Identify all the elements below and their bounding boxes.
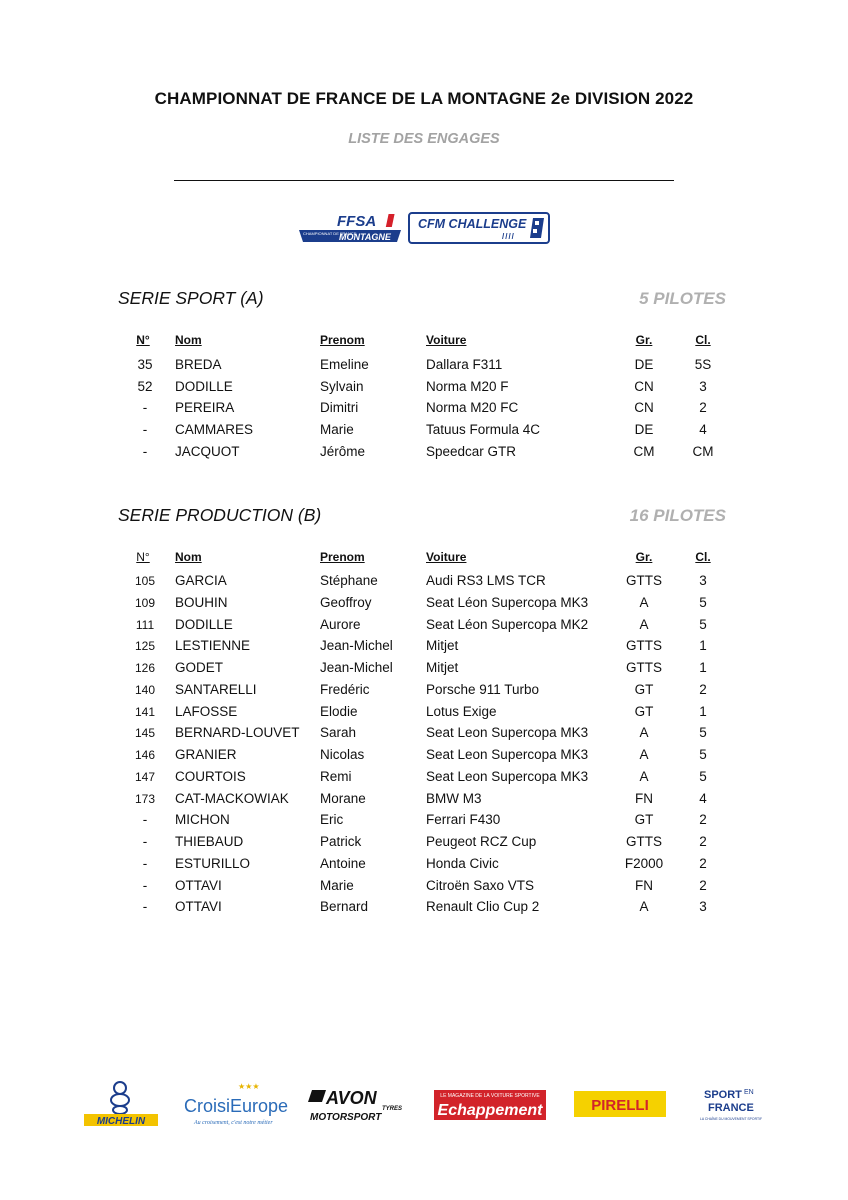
cell-voiture: Mitjet xyxy=(426,638,459,654)
cell-gr: GTTS xyxy=(626,660,662,675)
sport-en-france-logo xyxy=(694,1080,766,1128)
cell-voiture: Peugeot RCZ Cup xyxy=(426,834,537,849)
svg-text:Echappement: Echappement xyxy=(437,1102,543,1119)
ffsa-montagne-logo xyxy=(297,212,409,244)
cell-nom: MICHON xyxy=(175,812,230,828)
cell-voiture: Ferrari F430 xyxy=(426,812,501,828)
cell-prenom: Marie xyxy=(320,877,354,893)
cell-cl: 3 xyxy=(699,573,707,588)
cell-cl: 5 xyxy=(699,747,707,762)
cell-prenom: Stéphane xyxy=(320,573,378,588)
cell-cl: 2 xyxy=(699,681,707,697)
cell-cl: 1 xyxy=(699,703,707,719)
cell-prenom: Sylvain xyxy=(320,378,364,394)
cell-prenom: Patrick xyxy=(320,834,362,849)
cell-nom: CAMMARES xyxy=(175,422,254,438)
cell-nom: CAT-MACKOWIAK xyxy=(175,790,289,806)
svg-text:Au croisement, c'est notre mét: Au croisement, c'est notre métier xyxy=(194,1120,273,1126)
cfm-flag-icon xyxy=(529,217,545,239)
cell-gr: GTTS xyxy=(626,573,662,588)
cell-voiture: Seat Leon Supercopa MK3 xyxy=(426,725,589,741)
cell-gr: F2000 xyxy=(624,855,664,871)
cell-prenom: Nicolas xyxy=(320,747,365,762)
col-prenom: Prenom xyxy=(320,550,365,564)
section-count-production: 16 PILOTES xyxy=(629,506,726,525)
cell-cl: 3 xyxy=(699,899,707,915)
cell-num: 105 xyxy=(134,574,156,588)
cell-nom: THIEBAUD xyxy=(175,834,244,849)
col-num: N° xyxy=(136,550,150,564)
cell-nom: SANTARELLI xyxy=(175,681,257,697)
cell-prenom: Jean-Michel xyxy=(320,660,393,675)
cell-cl: 5 xyxy=(699,616,707,632)
section-title-sport: SERIE SPORT (A) xyxy=(118,288,264,308)
svg-text:AVON: AVON xyxy=(326,1088,377,1108)
cfm-bars: //// xyxy=(502,232,515,241)
cell-num: 126 xyxy=(134,661,156,675)
cell-gr: A xyxy=(639,725,649,741)
cell-voiture: Seat Leon Supercopa MK3 xyxy=(426,768,589,784)
cell-voiture: Seat Léon Supercopa MK3 xyxy=(426,594,589,610)
cell-num: - xyxy=(142,899,148,915)
cell-num: - xyxy=(142,855,148,871)
svg-text:★★★: ★★★ xyxy=(238,1082,260,1091)
cell-gr: GT xyxy=(634,812,654,828)
svg-text:CHAMPIONNAT DE FRANCE: CHAMPIONNAT DE FRANCE xyxy=(303,231,357,236)
cell-prenom: Elodie xyxy=(320,703,358,719)
cell-voiture: Audi RS3 LMS TCR xyxy=(426,573,546,588)
cell-nom: DODILLE xyxy=(175,616,233,632)
cell-voiture: Porsche 911 Turbo xyxy=(426,681,540,697)
cell-gr: A xyxy=(639,594,649,610)
cell-num: 173 xyxy=(134,791,156,806)
col-voiture: Voiture xyxy=(426,550,467,564)
pirelli-logo xyxy=(572,1080,668,1128)
page-subtitle: LISTE DES ENGAGES xyxy=(348,131,500,147)
cell-gr: GT xyxy=(634,681,654,697)
cell-prenom: Fredéric xyxy=(320,681,370,697)
cell-num: - xyxy=(142,400,148,416)
cell-prenom: Eric xyxy=(320,812,344,828)
svg-text:PIRELLI: PIRELLI xyxy=(591,1097,649,1114)
cell-num: 141 xyxy=(134,704,156,719)
cell-prenom: Antoine xyxy=(320,855,366,871)
echappement-logo xyxy=(432,1080,548,1128)
divider xyxy=(174,180,674,181)
cell-nom: BOUHIN xyxy=(175,594,228,610)
svg-text:EN: EN xyxy=(744,1089,754,1096)
cell-voiture: Norma M20 F xyxy=(426,378,509,394)
cell-nom: LESTIENNE xyxy=(175,638,251,654)
cell-cl: 5 xyxy=(699,768,707,784)
cell-prenom: Geoffroy xyxy=(320,594,372,610)
cell-prenom: Remi xyxy=(320,768,352,784)
col-voiture: Voiture xyxy=(426,333,467,347)
col-nom: Nom xyxy=(175,333,202,347)
cell-num: 109 xyxy=(134,595,156,610)
col-gr: Gr. xyxy=(635,333,653,347)
michelin-logo xyxy=(82,1080,160,1128)
svg-text:MICHELIN: MICHELIN xyxy=(96,1116,146,1127)
cell-nom: PEREIRA xyxy=(175,400,235,416)
svg-text:LA CHAÎNE DU MOUVEMENT SPORTIF: LA CHAÎNE DU MOUVEMENT SPORTIF xyxy=(700,1117,763,1121)
cell-gr: CN xyxy=(634,400,654,416)
cell-num: - xyxy=(142,877,148,893)
avon-logo xyxy=(306,1080,410,1128)
cell-num: 125 xyxy=(134,639,156,654)
cell-prenom: Marie xyxy=(320,422,354,438)
cell-voiture: Norma M20 FC xyxy=(426,400,519,416)
col-cl: Cl. xyxy=(695,550,711,564)
cell-voiture: Renault Clio Cup 2 xyxy=(426,899,540,915)
svg-text:CroisiEurope: CroisiEurope xyxy=(184,1096,288,1116)
cell-nom: GODET xyxy=(175,660,224,675)
cell-cl: CM xyxy=(692,443,714,459)
svg-text:MOTORSPORT: MOTORSPORT xyxy=(310,1112,382,1123)
cell-nom: DODILLE xyxy=(175,378,233,394)
cell-gr: CM xyxy=(633,443,655,459)
cell-cl: 2 xyxy=(699,877,707,893)
cell-gr: DE xyxy=(634,357,654,372)
cell-num: - xyxy=(142,834,148,849)
section-count-sport: 5 PILOTES xyxy=(639,289,726,308)
cell-num: 140 xyxy=(134,682,156,697)
cell-cl: 1 xyxy=(699,660,707,675)
cell-num: - xyxy=(142,443,148,459)
col-num: N° xyxy=(136,333,150,347)
cell-voiture: Speedcar GTR xyxy=(426,443,517,459)
cell-voiture: Citroën Saxo VTS xyxy=(426,877,535,893)
cell-nom: LAFOSSE xyxy=(175,703,238,719)
col-gr: Gr. xyxy=(635,550,653,564)
cell-gr: GT xyxy=(634,703,654,719)
col-prenom: Prenom xyxy=(320,333,365,347)
cell-num: 35 xyxy=(137,357,153,372)
cell-voiture: Tatuus Formula 4C xyxy=(426,422,541,438)
cell-prenom: Jean-Michel xyxy=(320,638,393,654)
svg-text:FRANCE: FRANCE xyxy=(708,1102,754,1114)
cell-cl: 4 xyxy=(699,422,707,438)
cell-num: 146 xyxy=(134,748,156,762)
cell-cl: 5 xyxy=(699,594,707,610)
cell-cl: 3 xyxy=(699,378,707,394)
col-cl: Cl. xyxy=(695,333,711,347)
cell-voiture: Mitjet xyxy=(426,660,459,675)
cell-nom: GARCIA xyxy=(175,573,227,588)
cell-nom: BREDA xyxy=(175,357,222,372)
cell-num: 145 xyxy=(134,726,156,741)
cell-voiture: BMW M3 xyxy=(426,790,482,806)
section-title-production: SERIE PRODUCTION (B) xyxy=(118,505,322,525)
cell-prenom: Aurore xyxy=(320,616,361,632)
cell-gr: A xyxy=(639,768,649,784)
cell-num: 111 xyxy=(135,617,155,632)
cell-nom: ESTURILLO xyxy=(175,855,251,871)
cell-nom: OTTAVI xyxy=(175,877,222,893)
cell-prenom: Bernard xyxy=(320,899,369,915)
cell-cl: 2 xyxy=(699,812,707,828)
cell-gr: FN xyxy=(635,790,653,806)
cfm-challenge-text: CFM CHALLENGE xyxy=(418,217,527,231)
cell-voiture: Seat Leon Supercopa MK3 xyxy=(426,747,589,762)
cell-cl: 4 xyxy=(699,790,707,806)
col-nom: Nom xyxy=(175,550,202,564)
cell-prenom: Dimitri xyxy=(320,400,359,416)
cell-cl: 1 xyxy=(699,638,707,654)
cell-num: 147 xyxy=(134,769,156,784)
svg-text:MONTAGNE: MONTAGNE xyxy=(339,232,391,242)
cell-num: - xyxy=(142,812,148,828)
cell-cl: 2 xyxy=(699,834,707,849)
cell-cl: 5 xyxy=(699,725,707,741)
svg-text:LE MAGAZINE DE LA VOITURE SPOR: LE MAGAZINE DE LA VOITURE SPORTIVE xyxy=(440,1093,540,1099)
cell-nom: GRANIER xyxy=(175,747,237,762)
cell-cl: 2 xyxy=(699,855,707,871)
cell-voiture: Seat Léon Supercopa MK2 xyxy=(426,616,589,632)
cell-gr: A xyxy=(639,747,649,762)
cell-prenom: Sarah xyxy=(320,725,357,741)
cell-prenom: Jérôme xyxy=(320,443,366,459)
svg-text:SPORT: SPORT xyxy=(704,1089,742,1101)
cell-gr: GTTS xyxy=(626,834,662,849)
cell-nom: OTTAVI xyxy=(175,899,222,915)
page-title: CHAMPIONNAT DE FRANCE DE LA MONTAGNE 2e DIVISION 2022 xyxy=(154,89,694,108)
cell-cl: 5S xyxy=(694,357,712,372)
cell-gr: DE xyxy=(634,422,654,438)
cell-cl: 2 xyxy=(699,400,707,416)
cell-nom: JACQUOT xyxy=(175,443,240,459)
cell-nom: BERNARD-LOUVET xyxy=(175,725,300,741)
cell-gr: A xyxy=(639,616,649,632)
svg-text:FFSA: FFSA xyxy=(337,213,377,230)
svg-text:TYRES: TYRES xyxy=(382,1106,403,1112)
cell-prenom: Morane xyxy=(320,790,366,806)
cell-voiture: Dallara F311 xyxy=(426,357,503,372)
cell-gr: A xyxy=(639,899,649,915)
cell-gr: GTTS xyxy=(626,638,662,654)
cell-voiture: Lotus Exige xyxy=(426,703,497,719)
cell-gr: CN xyxy=(634,378,654,394)
cell-num: - xyxy=(142,422,148,438)
cell-num: 52 xyxy=(137,378,153,394)
cfm-challenge-logo xyxy=(408,212,550,244)
cell-nom: COURTOIS xyxy=(175,768,246,784)
cell-voiture: Honda Civic xyxy=(426,855,499,871)
croisieurope-logo xyxy=(180,1080,288,1128)
cell-prenom: Emeline xyxy=(320,357,369,372)
cell-gr: FN xyxy=(635,877,653,893)
